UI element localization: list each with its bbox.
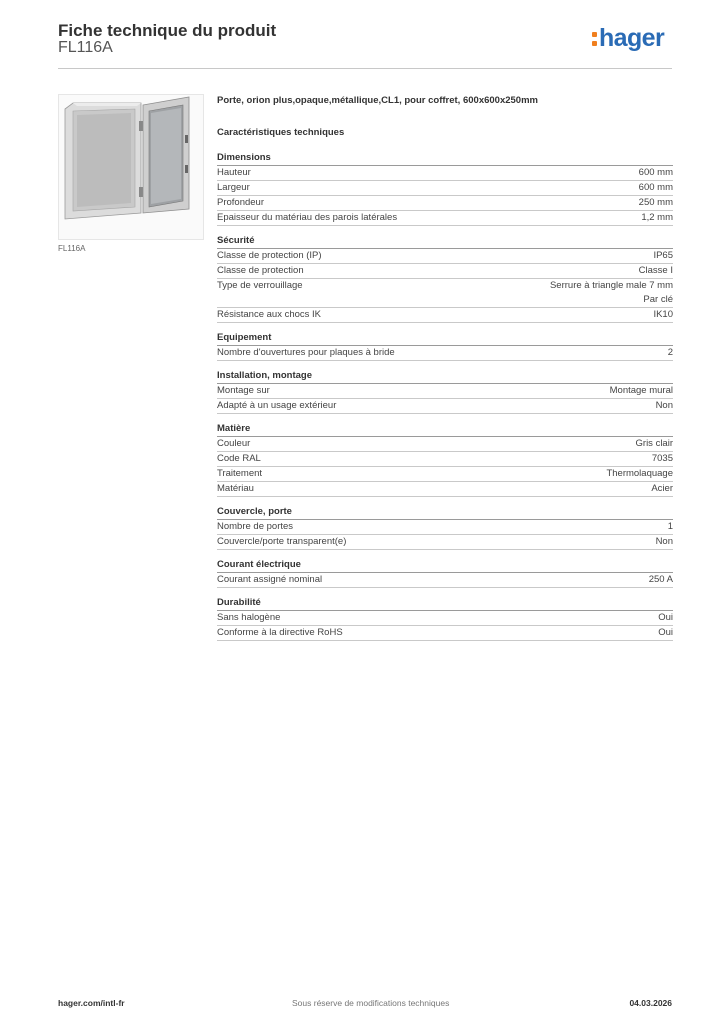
- spec-value-line: 250 mm: [638, 197, 673, 208]
- spec-value: [610, 384, 673, 398]
- spec-row: [217, 535, 673, 550]
- spec-value: [639, 264, 673, 278]
- spec-section: [217, 332, 673, 361]
- spec-value-line: Par clé: [643, 294, 673, 305]
- spec-value: [550, 279, 673, 307]
- spec-label: Matériau: [217, 483, 254, 494]
- spec-value: [653, 249, 673, 263]
- spec-section: [217, 597, 673, 641]
- spec-row: [217, 437, 673, 452]
- spec-label: Profondeur: [217, 197, 265, 208]
- spec-value: [658, 611, 673, 625]
- header-divider: [58, 68, 672, 69]
- spec-value-line: 1,2 mm: [641, 212, 673, 223]
- spec-value: [653, 308, 673, 322]
- spec-value: [639, 166, 673, 180]
- footer-disclaimer: Sous réserve de modifications techniques: [292, 998, 450, 1008]
- footer-website: hager.com/intl-fr: [58, 998, 125, 1008]
- spec-value-line: Acier: [651, 483, 673, 494]
- spec-value: [658, 626, 673, 640]
- spec-value: [649, 573, 673, 587]
- spec-value: [641, 211, 673, 225]
- spec-row: [217, 211, 673, 226]
- spec-value: [668, 346, 673, 360]
- spec-value: [668, 520, 673, 534]
- spec-row: [217, 482, 673, 497]
- spec-value-line: Classe I: [638, 265, 673, 276]
- spec-value: [606, 467, 673, 481]
- logo-text: hager: [599, 24, 665, 52]
- spec-label: Montage sur: [217, 385, 270, 396]
- spec-label: Nombre d'ouvertures pour plaques à bride: [217, 347, 395, 358]
- section-title: Courant électrique: [217, 559, 673, 573]
- spec-value-line: 250 A: [648, 574, 673, 585]
- spec-label: Type de verrouillage: [217, 280, 303, 291]
- spec-section: [217, 559, 673, 588]
- spec-row: [217, 611, 673, 626]
- product-image: [58, 94, 204, 240]
- spec-section: [217, 370, 673, 414]
- spec-row: [217, 399, 673, 414]
- spec-value-line: 1: [667, 521, 673, 532]
- spec-row: [217, 467, 673, 482]
- spec-label: Largeur: [217, 182, 250, 193]
- product-reference: FL116A: [58, 39, 113, 56]
- spec-label: Classe de protection: [217, 265, 304, 276]
- spec-value: [651, 482, 673, 496]
- spec-content: [217, 95, 673, 650]
- section-title: Durabilité: [217, 597, 673, 611]
- spec-label: Adapté à un usage extérieur: [217, 400, 337, 411]
- spec-value-line: 600 mm: [638, 182, 673, 193]
- spec-section: [217, 506, 673, 550]
- spec-label: Courant assigné nominal: [217, 574, 323, 585]
- spec-label: Traitement: [217, 468, 263, 479]
- spec-row: [217, 384, 673, 399]
- spec-value: [636, 437, 673, 451]
- tech-heading: Caractéristiques techniques: [217, 127, 345, 138]
- spec-row: [217, 166, 673, 181]
- spec-value-line: Oui: [658, 627, 673, 638]
- spec-row: [217, 626, 673, 641]
- spec-row: [217, 279, 673, 308]
- spec-value-line: Gris clair: [635, 438, 673, 449]
- spec-value: [652, 452, 673, 466]
- spec-value: [656, 399, 673, 413]
- spec-row: [217, 264, 673, 279]
- spec-value-line: IP65: [653, 250, 673, 261]
- spec-row: [217, 573, 673, 588]
- spec-section: [217, 423, 673, 497]
- logo-colon-icon: [592, 30, 598, 48]
- spec-row: [217, 346, 673, 361]
- spec-row: [217, 520, 673, 535]
- section-title: Dimensions: [217, 152, 673, 166]
- spec-row: [217, 196, 673, 211]
- spec-value-line: Oui: [658, 612, 673, 623]
- spec-section: [217, 152, 673, 226]
- spec-value: [639, 196, 673, 210]
- spec-label: Classe de protection (IP): [217, 250, 322, 261]
- section-title: Matière: [217, 423, 673, 437]
- spec-row: [217, 249, 673, 264]
- spec-label: Nombre de portes: [217, 521, 294, 532]
- spec-value-line: 2: [667, 347, 673, 358]
- spec-label: Couleur: [217, 438, 251, 449]
- spec-row: [217, 181, 673, 196]
- spec-value-line: Montage mural: [609, 385, 673, 396]
- spec-value-line: 7035: [651, 453, 673, 464]
- spec-label: Code RAL: [217, 453, 261, 464]
- spec-label: Sans halogène: [217, 612, 281, 623]
- spec-label: Couvercle/porte transparent(e): [217, 536, 347, 547]
- spec-value-line: IK10: [653, 309, 673, 320]
- image-caption: FL116A: [58, 244, 86, 253]
- spec-value-line: Serrure à triangle male 7 mm: [549, 280, 673, 291]
- section-title: Couvercle, porte: [217, 506, 673, 520]
- spec-label: Conforme à la directive RoHS: [217, 627, 343, 638]
- spec-value-line: Non: [655, 400, 673, 411]
- section-title: Equipement: [217, 332, 673, 346]
- section-title: Sécurité: [217, 235, 673, 249]
- spec-value-line: 600 mm: [638, 167, 673, 178]
- spec-value: [639, 181, 673, 195]
- spec-row: [217, 452, 673, 467]
- section-title: Installation, montage: [217, 370, 673, 384]
- spec-label: Hauteur: [217, 167, 251, 178]
- hager-logo: [592, 24, 664, 53]
- spec-value: [656, 535, 673, 549]
- product-description: Porte, orion plus,opaque,métallique,CL1, pour coffret, 600x600x250mm: [217, 95, 538, 106]
- footer-date: 04.03.2026: [629, 998, 672, 1008]
- spec-value-line: Non: [655, 536, 673, 547]
- spec-sections: [217, 152, 673, 641]
- spec-label: Résistance aux chocs IK: [217, 309, 322, 320]
- spec-section: [217, 235, 673, 323]
- page-title: Fiche technique du produit: [58, 21, 277, 40]
- spec-label: Epaisseur du matériau des parois latérales: [217, 212, 398, 223]
- spec-row: [217, 308, 673, 323]
- spec-value-line: Thermolaquage: [606, 468, 673, 479]
